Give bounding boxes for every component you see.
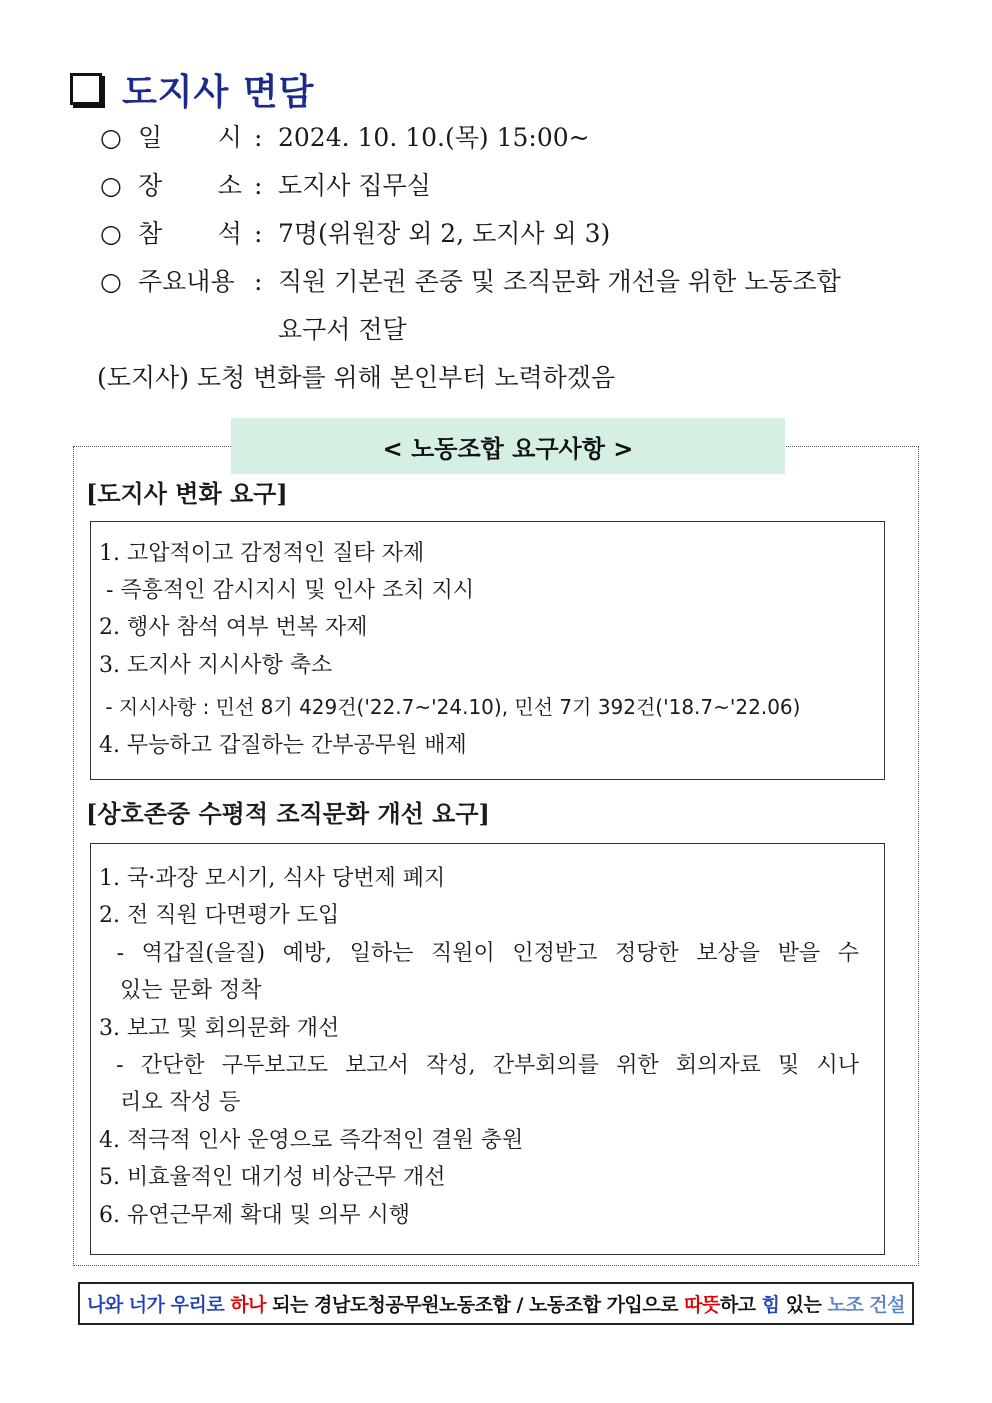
- bullet-circle-icon: ○: [100, 267, 122, 296]
- info-content-key: 주요내용: [138, 267, 235, 296]
- governor-remark: (도지사) 도청 변화를 위해 본인부터 노력하겠음: [97, 363, 616, 392]
- list-item: 4. 적극적 인사 운영으로 즉각적인 결원 충원: [99, 1128, 524, 1153]
- list-item: 1. 고압적이고 감정적인 질타 자제: [99, 541, 425, 566]
- slogan-part: 나와 너가 우리로: [86, 1294, 231, 1316]
- info-attendees-row: [100, 218, 610, 250]
- list-item: 5. 비효율적인 대기성 비상근무 개선: [99, 1165, 446, 1190]
- info-content-row: [100, 266, 841, 298]
- list-item: 2. 행사 참석 여부 번복 자제: [99, 615, 368, 640]
- slogan-part-highlight: 따뜻: [684, 1294, 720, 1316]
- list-item: 6. 유연근무제 확대 및 의무 시행: [99, 1203, 410, 1228]
- list-item: - 지시사항 : 민선 8기 429건('22.7~'24.10), 민선 7기 392건('18.7~'22.06): [99, 695, 801, 719]
- bullet-circle-icon: ○: [100, 171, 122, 200]
- info-colon: :: [254, 171, 263, 200]
- list-item: 3. 도지사 지시사항 축소: [99, 653, 333, 678]
- checkbox-square-icon: [70, 73, 102, 105]
- info-place-value: 도지사 집무실: [278, 171, 431, 200]
- section-title-governor: [도지사 변화 요구]: [86, 479, 288, 508]
- governor-demands-box: [90, 521, 885, 780]
- list-item: 4. 무능하고 갑질하는 간부공무원 배제: [99, 733, 467, 758]
- list-item: 3. 보고 및 회의문화 개선: [99, 1016, 340, 1041]
- list-item: 있는 문화 정착: [99, 978, 262, 1003]
- info-content-value-cont: 요구서 전달: [278, 315, 407, 344]
- list-item: - 즉흥적인 감시지시 및 인사 조치 지시: [99, 578, 475, 603]
- slogan-part: 하고: [719, 1294, 762, 1316]
- info-date-key: 일 시: [138, 123, 242, 152]
- union-slogan-banner: [78, 1282, 914, 1325]
- info-colon: :: [254, 123, 263, 152]
- info-colon: :: [254, 267, 263, 296]
- info-attendees-value: 7명(위원장 외 2, 도지사 외 3): [278, 219, 611, 248]
- info-colon: :: [254, 219, 263, 248]
- culture-demands-box: [90, 843, 885, 1255]
- page-title: [70, 66, 314, 112]
- info-place-key: 장 소: [138, 171, 242, 200]
- info-attendees-key: 참 석: [138, 219, 242, 248]
- list-item: 1. 국·과장 모시기, 식사 당번제 폐지: [99, 866, 446, 891]
- slogan-part-highlight: 하나: [230, 1294, 267, 1316]
- list-item: - 역갑질(을질) 예방, 일하는 직원이 인정받고 정당한 보상을 받을 수: [99, 941, 859, 966]
- slogan-part-highlight: 노조 건설: [827, 1294, 905, 1316]
- demands-banner: < 노동조합 요구사항 >: [231, 418, 785, 474]
- section-title-culture: [상호존중 수평적 조직문화 개선 요구]: [86, 799, 490, 828]
- slogan-part: 있는: [779, 1294, 828, 1316]
- info-place-row: [100, 170, 431, 202]
- list-item: - 간단한 구두보고도 보고서 작성, 간부회의를 위한 회의자료 및 시나: [99, 1053, 859, 1078]
- list-item: 2. 전 직원 다면평가 도입: [99, 903, 340, 928]
- page-title-text: 도지사 면담: [122, 71, 315, 113]
- info-date-value: 2024. 10. 10.(목) 15:00~: [278, 123, 590, 152]
- bullet-circle-icon: ○: [100, 123, 122, 152]
- info-content-value: 직원 기본권 존중 및 조직문화 개선을 위한 노동조합: [278, 267, 841, 296]
- list-item: 리오 작성 등: [99, 1090, 241, 1115]
- slogan-part: 되는 경남도청공무원노동조합 / 노동조합 가입으로: [266, 1294, 685, 1316]
- slogan-part-highlight: 힘: [761, 1294, 780, 1316]
- bullet-circle-icon: ○: [100, 219, 122, 248]
- info-date-row: [100, 122, 590, 154]
